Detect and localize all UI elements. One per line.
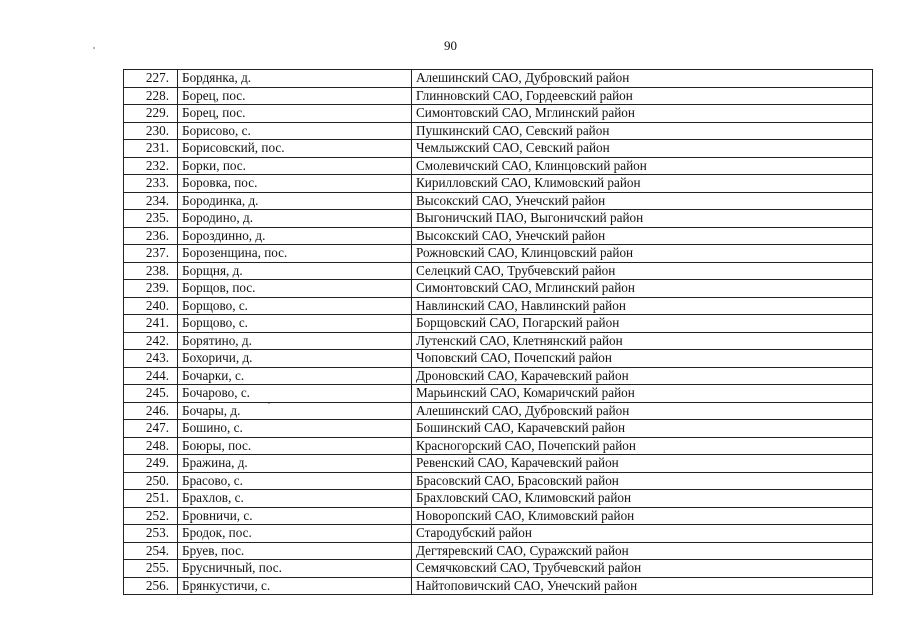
- row-number: 251.: [124, 490, 178, 508]
- table-row: [124, 70, 873, 88]
- settlement-name: Бочарки, с.: [178, 367, 412, 385]
- administrative-district: Семячковский САО, Трубчевский район: [412, 560, 873, 578]
- settlement-name: Брусничный, пос.: [178, 560, 412, 578]
- table-row: [124, 560, 873, 578]
- settlement-name: Борятино, д.: [178, 332, 412, 350]
- scan-speck: [93, 47, 95, 49]
- administrative-district: Высокский САО, Унечский район: [412, 192, 873, 210]
- table-row: [124, 367, 873, 385]
- row-number: 240.: [124, 297, 178, 315]
- administrative-district: Алешинский САО, Дубровский район: [412, 402, 873, 420]
- administrative-district: Стародубский район: [412, 525, 873, 543]
- row-number: 231.: [124, 140, 178, 158]
- administrative-district: Навлинский САО, Навлинский район: [412, 297, 873, 315]
- administrative-district: Чемлыжский САО, Севский район: [412, 140, 873, 158]
- table-row: [124, 262, 873, 280]
- table-row: [124, 402, 873, 420]
- settlement-name: Борисово, с.: [178, 122, 412, 140]
- table-row: [124, 297, 873, 315]
- administrative-district: Бошинский САО, Карачевский район: [412, 420, 873, 438]
- row-number: 247.: [124, 420, 178, 438]
- settlement-name: Борец, пос.: [178, 87, 412, 105]
- administrative-district: Борщовский САО, Погарский район: [412, 315, 873, 333]
- administrative-district: Найтоповичский САО, Унечский район: [412, 577, 873, 595]
- administrative-district: Брасовский САО, Брасовский район: [412, 472, 873, 490]
- row-number: 230.: [124, 122, 178, 140]
- administrative-district: Селецкий САО, Трубчевский район: [412, 262, 873, 280]
- table-row: [124, 420, 873, 438]
- row-number: 245.: [124, 385, 178, 403]
- administrative-district: Симонтовский САО, Мглинский район: [412, 280, 873, 298]
- settlement-name: Бочарово, с.: [178, 385, 412, 403]
- row-number: 246.: [124, 402, 178, 420]
- administrative-district: Чоповский САО, Почепский район: [412, 350, 873, 368]
- administrative-district: Марьинский САО, Комаричский район: [412, 385, 873, 403]
- page-number: 90: [444, 38, 457, 53]
- table-row: [124, 507, 873, 525]
- settlement-name: Бруев, пос.: [178, 542, 412, 560]
- table-row: [124, 87, 873, 105]
- table-row: [124, 105, 873, 123]
- row-number: 244.: [124, 367, 178, 385]
- table-row: [124, 385, 873, 403]
- settlement-name: Борисовский, пос.: [178, 140, 412, 158]
- row-number: 232.: [124, 157, 178, 175]
- settlement-name: Бордянка, д.: [178, 70, 412, 88]
- settlement-name: Борщня, д.: [178, 262, 412, 280]
- row-number: 241.: [124, 315, 178, 333]
- administrative-district: Ревенский САО, Карачевский район: [412, 455, 873, 473]
- settlement-name: Бочары, д.: [178, 402, 412, 420]
- row-number: 233.: [124, 175, 178, 193]
- table-row: [124, 280, 873, 298]
- settlement-name: Бородинка, д.: [178, 192, 412, 210]
- row-number: 238.: [124, 262, 178, 280]
- row-number: 228.: [124, 87, 178, 105]
- table-row: [124, 455, 873, 473]
- table-row: [124, 437, 873, 455]
- settlement-name: Брахлов, с.: [178, 490, 412, 508]
- row-number: 234.: [124, 192, 178, 210]
- settlement-name: Бороздинно, д.: [178, 227, 412, 245]
- settlements-table: [123, 69, 873, 595]
- settlement-name: Борки, пос.: [178, 157, 412, 175]
- table-body: [124, 70, 873, 595]
- table-row: [124, 140, 873, 158]
- row-number: 252.: [124, 507, 178, 525]
- row-number: 235.: [124, 210, 178, 228]
- administrative-district: Глинновский САО, Гордеевский район: [412, 87, 873, 105]
- administrative-district: Смолевичский САО, Клинцовский район: [412, 157, 873, 175]
- settlement-name: Боровка, пос.: [178, 175, 412, 193]
- row-number: 229.: [124, 105, 178, 123]
- table-row: [124, 472, 873, 490]
- row-number: 254.: [124, 542, 178, 560]
- settlement-name: Бохоричи, д.: [178, 350, 412, 368]
- table-row: [124, 350, 873, 368]
- row-number: 242.: [124, 332, 178, 350]
- row-number: 249.: [124, 455, 178, 473]
- table-row: [124, 122, 873, 140]
- row-number: 239.: [124, 280, 178, 298]
- settlement-name: Бражина, д.: [178, 455, 412, 473]
- settlement-name: Борец, пос.: [178, 105, 412, 123]
- settlement-name: Боюры, пос.: [178, 437, 412, 455]
- table-row: [124, 525, 873, 543]
- row-number: 248.: [124, 437, 178, 455]
- settlement-name: Брасово, с.: [178, 472, 412, 490]
- row-number: 227.: [124, 70, 178, 88]
- row-number: 255.: [124, 560, 178, 578]
- table-row: [124, 210, 873, 228]
- row-number: 256.: [124, 577, 178, 595]
- table-row: [124, 490, 873, 508]
- settlement-name: Бородино, д.: [178, 210, 412, 228]
- table-row: [124, 192, 873, 210]
- administrative-district: Дегтяревский САО, Суражский район: [412, 542, 873, 560]
- settlement-name: Бровничи, с.: [178, 507, 412, 525]
- settlement-name: Бошино, с.: [178, 420, 412, 438]
- administrative-district: Симонтовский САО, Мглинский район: [412, 105, 873, 123]
- administrative-district: Дроновский САО, Карачевский район: [412, 367, 873, 385]
- administrative-district: Выгоничский ПАО, Выгоничский район: [412, 210, 873, 228]
- table-row: [124, 332, 873, 350]
- row-number: 237.: [124, 245, 178, 263]
- row-number: 250.: [124, 472, 178, 490]
- administrative-district: Алешинский САО, Дубровский район: [412, 70, 873, 88]
- settlement-name: Борщово, с.: [178, 315, 412, 333]
- table-row: [124, 175, 873, 193]
- table-row: [124, 157, 873, 175]
- administrative-district: Брахловский САО, Климовский район: [412, 490, 873, 508]
- row-number: 243.: [124, 350, 178, 368]
- row-number: 236.: [124, 227, 178, 245]
- administrative-district: Высокский САО, Унечский район: [412, 227, 873, 245]
- administrative-district: Кирилловский САО, Климовский район: [412, 175, 873, 193]
- settlement-name: Борщово, с.: [178, 297, 412, 315]
- administrative-district: Красногорский САО, Почепский район: [412, 437, 873, 455]
- table-row: [124, 542, 873, 560]
- administrative-district: Лутенский САО, Клетнянский район: [412, 332, 873, 350]
- table-row: [124, 315, 873, 333]
- settlement-name: Бродок, пос.: [178, 525, 412, 543]
- row-number: 253.: [124, 525, 178, 543]
- settlement-name: Брянкустичи, с.: [178, 577, 412, 595]
- table-row: [124, 227, 873, 245]
- settlement-name: Борщов, пос.: [178, 280, 412, 298]
- settlement-name: Борозенщина, пос.: [178, 245, 412, 263]
- administrative-district: Пушкинский САО, Севский район: [412, 122, 873, 140]
- table-row: [124, 245, 873, 263]
- administrative-district: Новоропский САО, Климовский район: [412, 507, 873, 525]
- administrative-district: Рожновский САО, Клинцовский район: [412, 245, 873, 263]
- table-row: [124, 577, 873, 595]
